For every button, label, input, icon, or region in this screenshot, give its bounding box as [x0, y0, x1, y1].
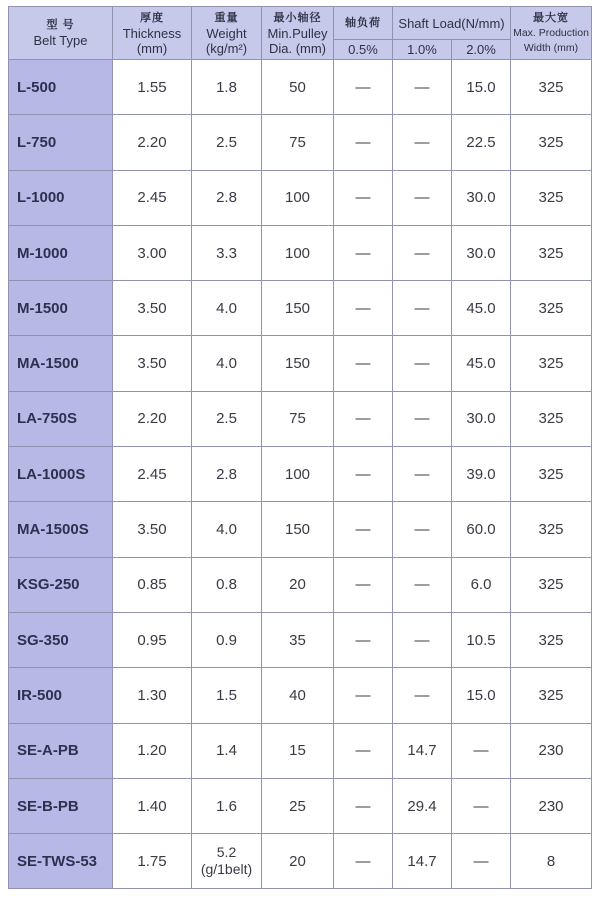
- cell-s05: —: [334, 447, 393, 502]
- cell-s10: —: [393, 225, 452, 280]
- cell-type: SE-A-PB: [9, 723, 113, 778]
- cell-s05: —: [334, 834, 393, 889]
- cell-s20: 30.0: [452, 391, 511, 446]
- cell-s20: 6.0: [452, 557, 511, 612]
- header-min-pulley: [262, 7, 334, 60]
- cell-type: SE-B-PB: [9, 778, 113, 833]
- header-shaft-zh: 轴负荷: [345, 16, 381, 29]
- cell-s20: —: [452, 778, 511, 833]
- cell-weight: 1.6: [192, 778, 262, 833]
- header-belt-type-en: Belt Type: [33, 33, 88, 48]
- header-shaft-0-5: 0.5%: [334, 40, 393, 60]
- cell-thickness: 3.50: [113, 502, 192, 557]
- table-row: [9, 281, 592, 336]
- table-row: [9, 225, 592, 280]
- cell-thickness: 2.45: [113, 447, 192, 502]
- cell-s05: —: [334, 668, 393, 723]
- cell-width: 325: [511, 281, 592, 336]
- cell-s10: 14.7: [393, 834, 452, 889]
- cell-s05: —: [334, 778, 393, 833]
- belt-spec-table: [8, 6, 592, 889]
- cell-width: 325: [511, 612, 592, 667]
- table-row: [9, 60, 592, 115]
- cell-width: 325: [511, 668, 592, 723]
- cell-s20: 30.0: [452, 225, 511, 280]
- cell-s10: —: [393, 170, 452, 225]
- cell-weight: [192, 834, 262, 889]
- cell-width: 325: [511, 502, 592, 557]
- cell-thickness: 2.20: [113, 115, 192, 170]
- cell-pulley: 100: [262, 170, 334, 225]
- cell-s10: —: [393, 281, 452, 336]
- cell-pulley: 20: [262, 834, 334, 889]
- header-pulley-zh: 最小轴径: [273, 11, 322, 24]
- table-row: [9, 115, 592, 170]
- header-width-en: Max. Production: [513, 26, 589, 39]
- cell-pulley: 35: [262, 612, 334, 667]
- cell-thickness: 2.45: [113, 170, 192, 225]
- cell-pulley: 20: [262, 557, 334, 612]
- header-thickness-en: Thickness: [122, 25, 182, 41]
- cell-type: MA-1500: [9, 336, 113, 391]
- header-width-unit: Width (mm): [523, 41, 579, 54]
- cell-width: 8: [511, 834, 592, 889]
- cell-thickness: 2.20: [113, 391, 192, 446]
- table-header: [9, 7, 592, 60]
- header-thickness-zh: 厚度: [140, 11, 164, 24]
- cell-pulley: 150: [262, 502, 334, 557]
- cell-pulley: 100: [262, 225, 334, 280]
- cell-s20: 30.0: [452, 170, 511, 225]
- header-pulley-unit: Dia. (mm): [268, 40, 327, 56]
- cell-weight: 0.9: [192, 612, 262, 667]
- cell-s10: 14.7: [393, 723, 452, 778]
- cell-pulley: 15: [262, 723, 334, 778]
- table-row: [9, 778, 592, 833]
- cell-s10: —: [393, 391, 452, 446]
- cell-weight: 4.0: [192, 502, 262, 557]
- cell-s05: —: [334, 336, 393, 391]
- cell-width: 325: [511, 225, 592, 280]
- header-belt-type: [9, 7, 113, 60]
- cell-weight: 1.8: [192, 60, 262, 115]
- table-row: [9, 557, 592, 612]
- header-belt-type-zh: 型 号: [46, 19, 75, 31]
- cell-type: M-1000: [9, 225, 113, 280]
- cell-thickness: 3.50: [113, 336, 192, 391]
- cell-weight: 4.0: [192, 281, 262, 336]
- header-thickness: [113, 7, 192, 60]
- table-row: [9, 170, 592, 225]
- cell-thickness: 3.50: [113, 281, 192, 336]
- cell-weight: 2.8: [192, 447, 262, 502]
- cell-s05: —: [334, 557, 393, 612]
- cell-s10: —: [393, 60, 452, 115]
- cell-s20: 45.0: [452, 336, 511, 391]
- table-body: [9, 60, 592, 889]
- table-row: [9, 723, 592, 778]
- header-weight-unit: (kg/m²): [205, 40, 248, 56]
- cell-weight: 3.3: [192, 225, 262, 280]
- cell-s20: 39.0: [452, 447, 511, 502]
- table-row: [9, 834, 592, 889]
- cell-thickness: 0.95: [113, 612, 192, 667]
- cell-s20: 10.5: [452, 612, 511, 667]
- cell-s20: —: [452, 723, 511, 778]
- cell-s10: —: [393, 447, 452, 502]
- cell-thickness: 3.00: [113, 225, 192, 280]
- cell-type: IR-500: [9, 668, 113, 723]
- header-shaft-1-0: 1.0%: [393, 40, 452, 60]
- cell-s05: —: [334, 170, 393, 225]
- cell-s20: —: [452, 834, 511, 889]
- cell-type: M-1500: [9, 281, 113, 336]
- table-row: [9, 391, 592, 446]
- cell-type: SG-350: [9, 612, 113, 667]
- cell-weight: 1.4: [192, 723, 262, 778]
- cell-s20: 15.0: [452, 60, 511, 115]
- cell-thickness: 1.30: [113, 668, 192, 723]
- cell-weight-note: (g/1belt): [200, 861, 253, 878]
- cell-s10: —: [393, 115, 452, 170]
- cell-s05: —: [334, 502, 393, 557]
- cell-pulley: 100: [262, 447, 334, 502]
- cell-type: LA-1000S: [9, 447, 113, 502]
- cell-pulley: 150: [262, 281, 334, 336]
- header-pulley-en: Min.Pulley: [267, 25, 328, 41]
- cell-s20: 15.0: [452, 668, 511, 723]
- cell-type: LA-750S: [9, 391, 113, 446]
- cell-width: 325: [511, 336, 592, 391]
- header-weight-en: Weight: [206, 25, 247, 41]
- cell-weight: 0.8: [192, 557, 262, 612]
- header-shaft-2-0: 2.0%: [452, 40, 511, 60]
- header-max-width: [511, 7, 592, 60]
- cell-width: 325: [511, 391, 592, 446]
- header-weight-zh: 重量: [214, 11, 239, 24]
- cell-thickness: 1.20: [113, 723, 192, 778]
- cell-thickness: 1.40: [113, 778, 192, 833]
- cell-s05: —: [334, 391, 393, 446]
- header-shaft-en: Shaft Load(N/mm): [398, 15, 505, 31]
- cell-width: 230: [511, 723, 592, 778]
- cell-s10: —: [393, 668, 452, 723]
- cell-weight: 2.8: [192, 170, 262, 225]
- table-row: [9, 336, 592, 391]
- cell-weight: 2.5: [192, 115, 262, 170]
- cell-s20: 45.0: [452, 281, 511, 336]
- cell-thickness: 1.55: [113, 60, 192, 115]
- cell-s05: —: [334, 60, 393, 115]
- cell-type: L-1000: [9, 170, 113, 225]
- cell-pulley: 75: [262, 391, 334, 446]
- cell-thickness: 0.85: [113, 557, 192, 612]
- table-row: [9, 612, 592, 667]
- cell-s10: —: [393, 612, 452, 667]
- cell-s10: —: [393, 502, 452, 557]
- cell-width: 325: [511, 557, 592, 612]
- cell-s05: —: [334, 115, 393, 170]
- cell-pulley: 40: [262, 668, 334, 723]
- cell-type: L-500: [9, 60, 113, 115]
- table-row: [9, 502, 592, 557]
- cell-s10: 29.4: [393, 778, 452, 833]
- cell-pulley: 25: [262, 778, 334, 833]
- header-shaft-zh-cell: [334, 7, 393, 40]
- cell-s10: —: [393, 336, 452, 391]
- cell-weight: 1.5: [192, 668, 262, 723]
- header-thickness-unit: (mm): [136, 40, 168, 56]
- table-row: [9, 447, 592, 502]
- cell-type: KSG-250: [9, 557, 113, 612]
- cell-s20: 22.5: [452, 115, 511, 170]
- cell-weight: 4.0: [192, 336, 262, 391]
- cell-type: MA-1500S: [9, 502, 113, 557]
- cell-width: 325: [511, 447, 592, 502]
- cell-s05: —: [334, 612, 393, 667]
- table-row: [9, 668, 592, 723]
- cell-thickness: 1.75: [113, 834, 192, 889]
- cell-width: 325: [511, 170, 592, 225]
- cell-pulley: 75: [262, 115, 334, 170]
- cell-s05: —: [334, 723, 393, 778]
- cell-s05: —: [334, 225, 393, 280]
- cell-weight: 2.5: [192, 391, 262, 446]
- cell-pulley: 50: [262, 60, 334, 115]
- cell-s05: —: [334, 281, 393, 336]
- cell-pulley: 150: [262, 336, 334, 391]
- cell-width: 230: [511, 778, 592, 833]
- header-width-zh: 最大宽: [533, 11, 570, 24]
- cell-width: 325: [511, 60, 592, 115]
- cell-weight-value: 5.2: [216, 844, 237, 861]
- header-shaft-load: [393, 7, 511, 40]
- cell-width: 325: [511, 115, 592, 170]
- cell-type: L-750: [9, 115, 113, 170]
- cell-s10: —: [393, 557, 452, 612]
- header-weight: [192, 7, 262, 60]
- cell-type: SE-TWS-53: [9, 834, 113, 889]
- cell-s20: 60.0: [452, 502, 511, 557]
